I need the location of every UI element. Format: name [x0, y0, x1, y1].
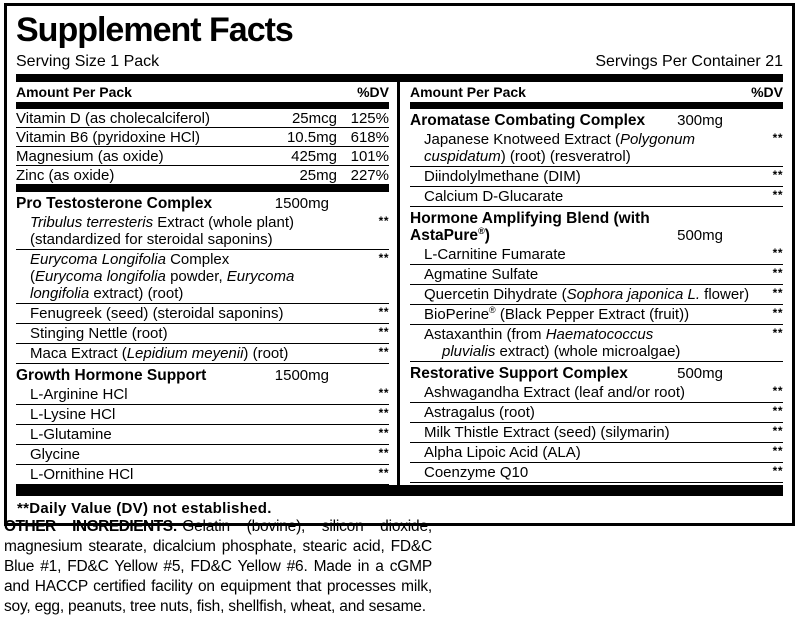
ingredient-line: Diindolylmethane (DIM) — [424, 168, 581, 185]
ingredient-line: (Eurycoma longifolia powder, Eurycoma — [30, 268, 295, 285]
section-amount: 500mg — [677, 365, 723, 382]
dv-asterisks: ** — [772, 464, 783, 478]
other-ingredients-heading: OTHER INGREDIENTS: — [4, 518, 178, 535]
column-header-bar — [410, 102, 783, 109]
ingredient-line: Astragalus (root) — [424, 404, 535, 421]
section-header — [410, 109, 783, 130]
latin-name: Lepidium meyenii — [126, 345, 244, 362]
ingredient-line: L-Arginine HCl — [30, 386, 128, 403]
ingredient-row — [16, 405, 389, 425]
nutrient-row — [16, 128, 389, 147]
ingredient-row — [410, 305, 783, 325]
dv-asterisks: ** — [772, 188, 783, 202]
dv-asterisks: ** — [378, 386, 389, 400]
footer-divider-bar — [16, 485, 783, 496]
section-amount: 500mg — [677, 227, 723, 244]
dv-header: %DV — [357, 84, 389, 100]
amount-per-pack-header: Amount Per Pack — [16, 84, 132, 100]
ingredient-line: Astaxanthin (from Haematococcus — [424, 326, 654, 343]
section-header — [16, 192, 389, 213]
dv-asterisks: ** — [772, 286, 783, 300]
nutrient-dv: 101% — [350, 148, 389, 165]
section-header — [16, 364, 389, 385]
ingredient-row — [16, 324, 389, 344]
section-title: Growth Hormone Support — [16, 367, 207, 384]
ingredient-line: Fenugreek (seed) (steroidal saponins) — [30, 305, 284, 322]
ingredient-row — [410, 423, 783, 443]
other-ingredients-text: Gelatin (bovine), silicon dioxide, magnesium stearate, dicalcium phosphate, stearic acid, FD&C Blue #1, FD&C Yellow #5, FD&C Yellow #6. Made in a cGMP and HACCP certified facility on equipment that processes milk, soy, egg, peanuts, tree nuts, fish, shellfish, wheat, and sesame. — [4, 518, 432, 615]
dv-asterisks: ** — [378, 325, 389, 339]
latin-name: longifolia — [30, 285, 90, 302]
ingredient-row — [410, 265, 783, 285]
column-header — [16, 82, 389, 102]
section-amount: 1500mg — [274, 367, 329, 384]
section-title: Restorative Support Complex — [410, 365, 628, 382]
dv-header: %DV — [751, 84, 783, 100]
section-amount: 1500mg — [274, 195, 329, 212]
dv-asterisks: ** — [772, 404, 783, 418]
dv-asterisks: ** — [378, 446, 389, 460]
dv-asterisks: ** — [772, 306, 783, 320]
ingredient-line: Alpha Lipoic Acid (ALA) — [424, 444, 581, 461]
latin-name: Eurycoma — [226, 268, 295, 285]
ingredient-row — [410, 167, 783, 187]
column-header-bar — [16, 102, 389, 109]
ingredient-row — [16, 213, 389, 250]
nutrient-amount: 25mcg — [291, 110, 337, 127]
section-amount: 300mg — [677, 112, 723, 129]
servings-per-container: Servings Per Container 21 — [595, 53, 783, 70]
ingredient-line: (standardized for steroidal saponins) — [30, 231, 273, 248]
section-divider-bar — [16, 185, 389, 192]
ingredient-row — [410, 245, 783, 265]
latin-name: Eurycoma longifolia — [35, 268, 166, 285]
other-ingredients — [4, 517, 432, 617]
ingredient-line: Tribulus terresteris Extract (whole plant) — [30, 214, 294, 231]
nutrient-row — [16, 166, 389, 185]
nutrition-columns — [16, 82, 783, 485]
dv-asterisks: ** — [772, 266, 783, 280]
serving-size: Serving Size 1 Pack — [16, 53, 160, 70]
ingredient-row — [410, 130, 783, 167]
ingredient-line: longifolia extract) (root) — [30, 285, 184, 302]
ingredient-line: L-Ornithine HCl — [30, 466, 134, 483]
ingredient-line: Maca Extract (Lepidium meyenii) (root) — [30, 345, 289, 362]
ingredient-row — [16, 344, 389, 364]
left-column — [16, 82, 397, 485]
dv-asterisks: ** — [378, 466, 389, 480]
ingredient-line: Glycine — [30, 446, 81, 463]
latin-name: pluvialis — [442, 343, 496, 360]
column-header — [410, 82, 783, 102]
ingredient-line: L-Lysine HCl — [30, 406, 116, 423]
ingredient-line: Agmatine Sulfate — [424, 266, 539, 283]
nutrient-row — [16, 147, 389, 166]
ingredient-line: Quercetin Dihydrate (Sophora japonica L. flower) — [424, 286, 750, 303]
nutrient-name: Vitamin B6 (pyridoxine HCl) — [16, 129, 200, 146]
latin-name: Polygonum — [619, 131, 695, 148]
latin-name: Sophora japonica L. — [566, 286, 700, 303]
header-divider-bar — [16, 74, 783, 82]
nutrient-row — [16, 109, 389, 128]
nutrient-amount: 10.5mg — [286, 129, 337, 146]
ingredient-row — [410, 325, 783, 362]
right-column — [397, 82, 783, 485]
ingredient-line: L-Carnitine Fumarate — [424, 246, 566, 263]
section-header — [410, 362, 783, 383]
ingredient-row — [410, 187, 783, 207]
dv-asterisks: ** — [772, 424, 783, 438]
dv-asterisks: ** — [378, 305, 389, 319]
ingredient-line: BioPerine® (Black Pepper Extract (fruit)) — [424, 305, 690, 323]
latin-name: cuspidatum — [424, 148, 501, 165]
dv-asterisks: ** — [772, 131, 783, 145]
ingredient-row — [410, 443, 783, 463]
ingredient-row — [16, 445, 389, 465]
ingredient-row — [16, 385, 389, 405]
ingredient-line: Milk Thistle Extract (seed) (silymarin) — [424, 424, 670, 441]
nutrient-dv: 227% — [350, 167, 389, 184]
nutrient-dv: 125% — [350, 110, 389, 127]
dv-asterisks: ** — [378, 406, 389, 420]
supplement-facts-panel — [4, 3, 795, 526]
ingredient-line: Japanese Knotweed Extract (Polygonum — [424, 131, 695, 148]
dv-asterisks: ** — [378, 251, 389, 265]
ingredient-row — [410, 285, 783, 305]
latin-name: Eurycoma Longifolia — [30, 251, 166, 268]
ingredient-line: L-Glutamine — [30, 426, 112, 443]
registered-mark: ® — [489, 305, 496, 315]
section-title: Pro Testosterone Complex — [16, 195, 213, 212]
ingredient-row — [16, 465, 389, 485]
latin-name: Tribulus terresteris — [30, 214, 154, 231]
dv-footnote: **Daily Value (DV) not established. — [17, 500, 272, 517]
dv-asterisks: ** — [772, 168, 783, 182]
dv-asterisks: ** — [772, 384, 783, 398]
nutrient-amount: 25mg — [299, 167, 337, 184]
dv-asterisks: ** — [378, 345, 389, 359]
panel-title: Supplement Facts — [16, 11, 293, 49]
nutrient-name: Zinc (as oxide) — [16, 167, 115, 184]
amount-per-pack-header: Amount Per Pack — [410, 84, 526, 100]
ingredient-row — [16, 304, 389, 324]
ingredient-row — [410, 383, 783, 403]
ingredient-line: Ashwagandha Extract (leaf and/or root) — [424, 384, 685, 401]
section-title: Aromatase Combating Complex — [410, 112, 646, 129]
ingredient-line: cuspidatum) (root) (resveratrol) — [424, 148, 631, 165]
nutrient-name: Vitamin D (as cholecalciferol) — [16, 110, 210, 127]
ingredient-row — [410, 463, 783, 483]
registered-mark: ® — [478, 225, 485, 236]
ingredient-line: pluvialis extract) (whole microalgae) — [442, 343, 681, 360]
dv-asterisks: ** — [772, 246, 783, 260]
serving-info-row — [7, 49, 792, 74]
ingredient-row — [16, 250, 389, 304]
dv-asterisks: ** — [772, 326, 783, 340]
nutrient-dv: 618% — [350, 129, 389, 146]
ingredient-row — [16, 425, 389, 445]
latin-name: Haematococcus — [545, 326, 654, 343]
dv-asterisks: ** — [772, 444, 783, 458]
nutrient-name: Magnesium (as oxide) — [16, 148, 164, 165]
dv-asterisks: ** — [378, 214, 389, 228]
ingredient-line: Coenzyme Q10 — [424, 464, 529, 481]
section-title: AstaPure®) — [410, 225, 490, 244]
ingredient-line: Calcium D-Glucarate — [424, 188, 564, 205]
section-title: Hormone Amplifying Blend (with — [410, 210, 650, 227]
nutrient-amount: 425mg — [291, 148, 337, 165]
dv-asterisks: ** — [378, 426, 389, 440]
ingredient-line: Eurycoma Longifolia Complex — [30, 251, 230, 268]
ingredient-line: Stinging Nettle (root) — [30, 325, 168, 342]
section-header — [410, 207, 783, 245]
ingredient-row — [410, 403, 783, 423]
